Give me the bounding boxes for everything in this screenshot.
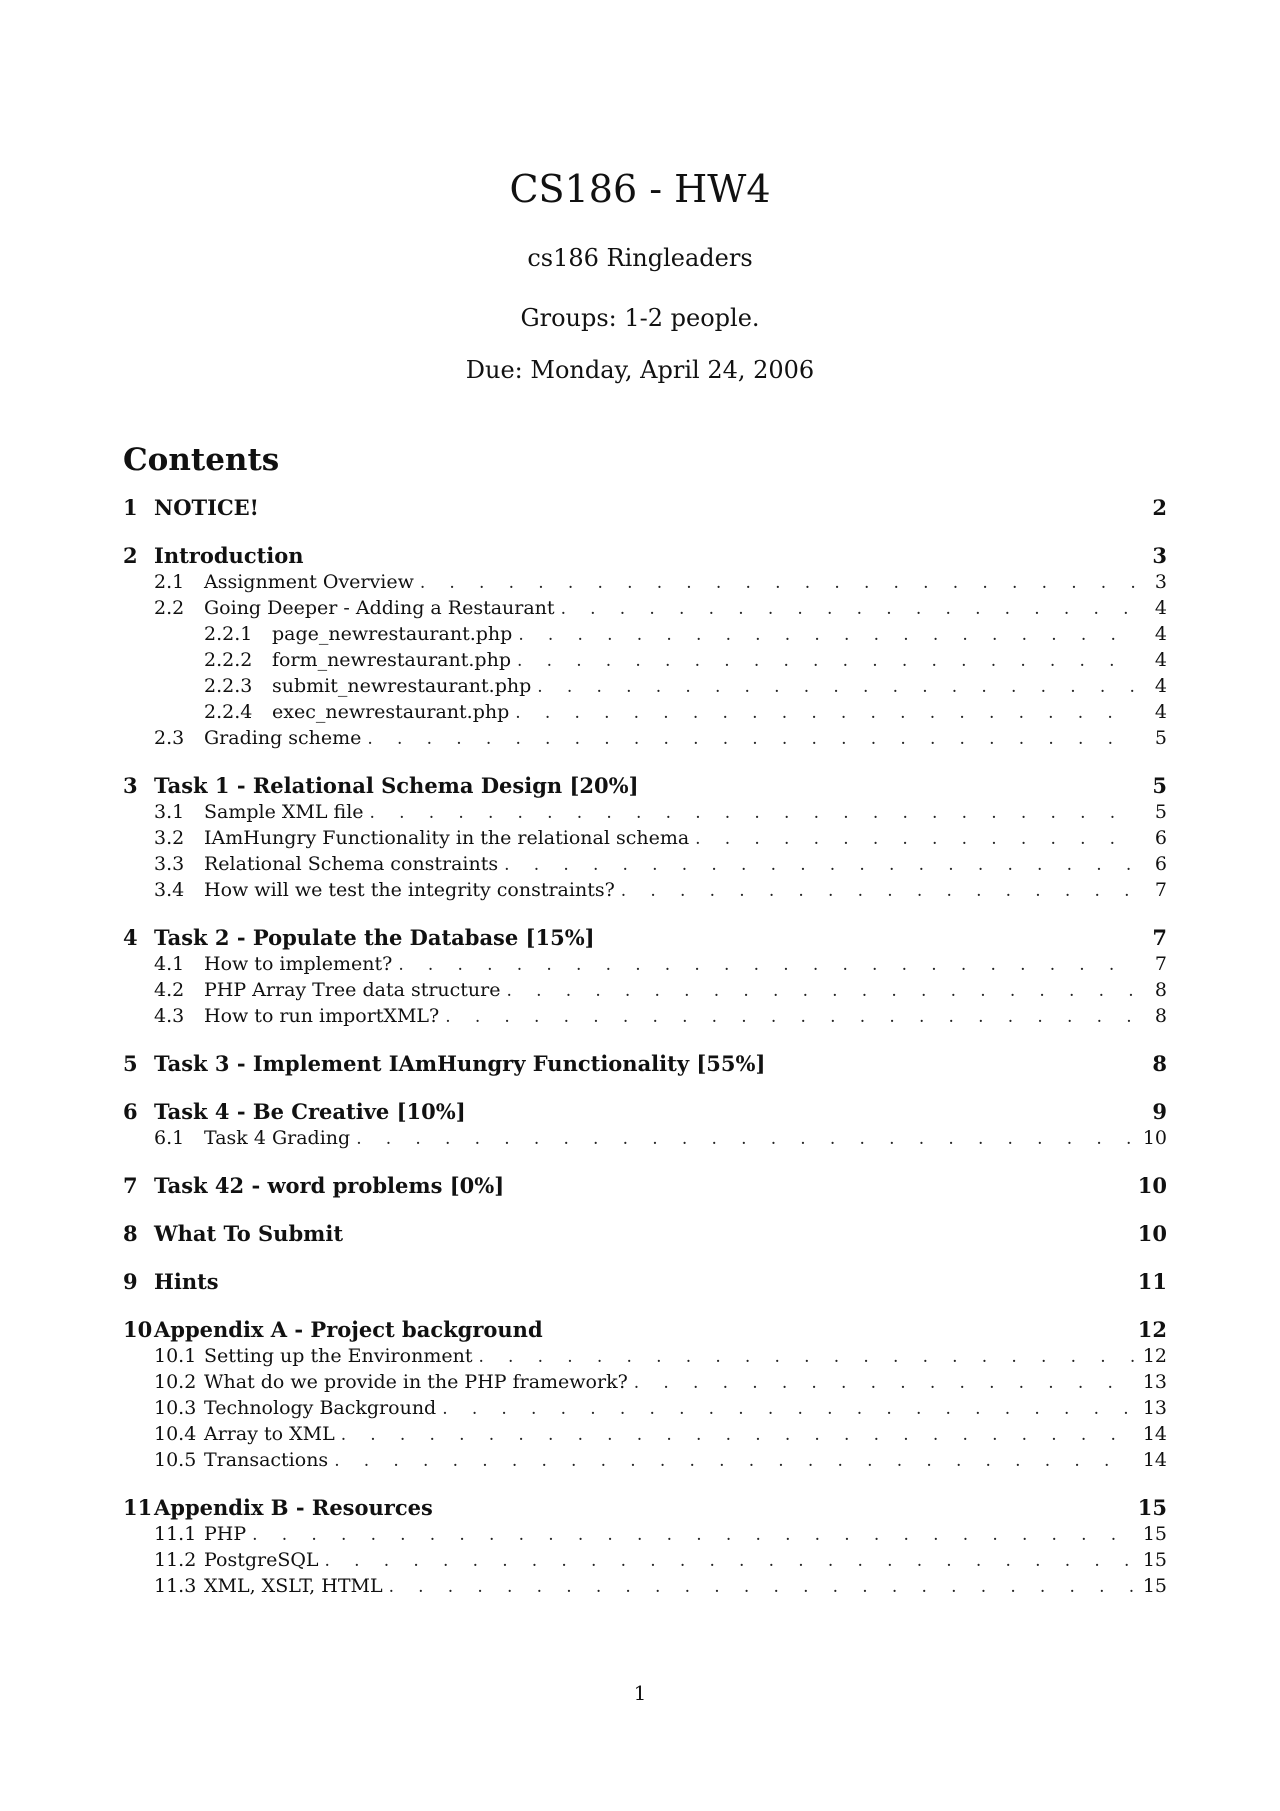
toc-entry-page: 13 xyxy=(1142,1397,1167,1419)
dot-leader xyxy=(398,952,1135,978)
dot-leader xyxy=(621,878,1135,904)
toc-entry[interactable] xyxy=(123,1098,1167,1125)
toc-entry[interactable] xyxy=(123,1268,1167,1295)
toc-subentry[interactable] xyxy=(123,595,1167,621)
toc-entry-page: 4 xyxy=(1154,649,1167,671)
toc-entry-title: What To Submit xyxy=(154,1221,344,1246)
toc-entry-title: page_newrestaurant.php xyxy=(272,623,513,645)
dot-leader xyxy=(420,570,1135,596)
toc-entry-title: Task 1 - Relational Schema Design [20%] xyxy=(154,773,639,798)
toc-subentry[interactable] xyxy=(123,699,1167,725)
toc-entry-number: 5 xyxy=(123,1051,138,1076)
dot-leader xyxy=(537,674,1135,700)
toc-section xyxy=(123,494,1167,521)
dot-leader xyxy=(634,1370,1135,1396)
toc-entry-number: 4.3 xyxy=(154,1005,185,1027)
toc-entry-title: Technology Background xyxy=(204,1397,437,1419)
toc-entry-number: 11 xyxy=(123,1495,153,1520)
toc-entry-page: 9 xyxy=(1152,1099,1167,1124)
toc-subentry[interactable] xyxy=(123,1573,1167,1599)
dot-leader xyxy=(341,1422,1135,1448)
toc-subentry[interactable] xyxy=(123,621,1167,647)
toc-entry-title: NOTICE! xyxy=(154,495,259,520)
toc-subentry[interactable] xyxy=(123,877,1167,903)
toc-section xyxy=(123,1268,1167,1295)
toc-entry-number: 6 xyxy=(123,1099,138,1124)
toc-entry-number: 10.1 xyxy=(154,1345,197,1367)
toc-entry-title: Setting up the Environment xyxy=(204,1345,473,1367)
toc-entry-title: Task 3 - Implement IAmHungry Functionality [55%] xyxy=(154,1051,766,1076)
dot-leader xyxy=(478,1344,1135,1370)
contents-heading: Contents xyxy=(123,442,280,478)
toc-entry-page: 10 xyxy=(1137,1173,1167,1198)
toc-subentry[interactable] xyxy=(123,851,1167,877)
toc-entry-number: 2.1 xyxy=(154,571,185,593)
toc-entry-page: 8 xyxy=(1152,1051,1167,1076)
toc-entry-page: 3 xyxy=(1152,543,1167,568)
toc-entry-number: 2.2.4 xyxy=(204,701,253,723)
toc-entry-number: 2.2.2 xyxy=(204,649,253,671)
toc-entry[interactable] xyxy=(123,542,1167,569)
toc-entry-page: 7 xyxy=(1154,953,1167,975)
toc-entry-page: 4 xyxy=(1154,597,1167,619)
toc-subentry[interactable] xyxy=(123,569,1167,595)
toc-entry-title: submit_newrestaurant.php xyxy=(272,675,532,697)
toc-section xyxy=(123,1050,1167,1077)
toc-section xyxy=(123,1494,1167,1599)
toc-entry-title: Task 4 Grading xyxy=(204,1127,351,1149)
toc-section xyxy=(123,1220,1167,1247)
toc-subentry[interactable] xyxy=(123,825,1167,851)
toc-entry-title: Task 4 - Be Creative [10%] xyxy=(154,1099,466,1124)
toc-entry-title: How to run importXML? xyxy=(204,1005,440,1027)
toc-entry-page: 2 xyxy=(1152,495,1167,520)
toc-entry-title: PostgreSQL xyxy=(204,1549,319,1571)
toc-entry-page: 15 xyxy=(1137,1495,1167,1520)
toc-subentry[interactable] xyxy=(123,1125,1167,1151)
dot-leader xyxy=(445,1004,1135,1030)
toc-entry-page: 6 xyxy=(1154,853,1167,875)
toc-entry[interactable] xyxy=(123,1316,1167,1343)
toc-subentry[interactable] xyxy=(123,951,1167,977)
toc-entry-page: 7 xyxy=(1152,925,1167,950)
due-date: Due: Monday, April 24, 2006 xyxy=(465,356,815,384)
toc-entry-title: Going Deeper - Adding a Restaurant xyxy=(204,597,555,619)
toc-entry-number: 3 xyxy=(123,773,138,798)
toc-entry-page: 8 xyxy=(1154,979,1167,1001)
toc-subentry[interactable] xyxy=(123,725,1167,751)
dot-leader xyxy=(334,1448,1135,1474)
toc-entry-title: Sample XML file xyxy=(204,801,364,823)
toc-entry-number: 4 xyxy=(123,925,138,950)
toc-entry[interactable] xyxy=(123,1220,1167,1247)
toc-entry-page: 10 xyxy=(1142,1127,1167,1149)
toc-entry-title: Introduction xyxy=(154,543,304,568)
toc-entry-number: 8 xyxy=(123,1221,138,1246)
table-of-contents xyxy=(123,494,1167,1599)
toc-entry-page: 14 xyxy=(1142,1449,1167,1471)
toc-entry-number: 10.2 xyxy=(154,1371,197,1393)
toc-entry[interactable] xyxy=(123,1050,1167,1077)
toc-entry-number: 11.1 xyxy=(154,1523,197,1545)
toc-entry-page: 7 xyxy=(1154,879,1167,901)
toc-entry-number: 2 xyxy=(123,543,138,568)
toc-entry-page: 5 xyxy=(1152,773,1167,798)
dot-leader xyxy=(442,1396,1135,1422)
toc-subentry[interactable] xyxy=(123,1447,1167,1473)
toc-entry-page: 3 xyxy=(1154,571,1167,593)
toc-entry-number: 6.1 xyxy=(154,1127,185,1149)
dot-leader xyxy=(367,726,1135,752)
toc-subentry[interactable] xyxy=(123,673,1167,699)
toc-entry-title: PHP xyxy=(204,1523,247,1545)
toc-entry-number: 3.2 xyxy=(154,827,185,849)
toc-entry-number: 10.3 xyxy=(154,1397,197,1419)
toc-entry-title: Appendix A - Project background xyxy=(154,1317,543,1342)
toc-entry-number: 1 xyxy=(123,495,138,520)
toc-subentry[interactable] xyxy=(123,1547,1167,1573)
toc-entry[interactable] xyxy=(123,1494,1167,1521)
dot-leader xyxy=(695,826,1135,852)
toc-entry-title: XML, XSLT, HTML xyxy=(204,1575,383,1597)
dot-leader xyxy=(517,648,1135,674)
toc-subentry[interactable] xyxy=(123,1003,1167,1029)
toc-entry-page: 15 xyxy=(1142,1575,1167,1597)
toc-subentry[interactable] xyxy=(123,1369,1167,1395)
toc-entry-number: 10 xyxy=(123,1317,153,1342)
toc-entry[interactable] xyxy=(123,772,1167,799)
toc-entry-title: Assignment Overview xyxy=(204,571,414,593)
toc-entry-number: 2.2.3 xyxy=(204,675,253,697)
dot-leader xyxy=(252,1522,1135,1548)
dot-leader xyxy=(561,596,1135,622)
document-title: CS186 - HW4 xyxy=(509,167,771,211)
dot-leader xyxy=(370,800,1135,826)
toc-entry-number: 4.2 xyxy=(154,979,185,1001)
toc-entry-page: 4 xyxy=(1154,623,1167,645)
dot-leader xyxy=(356,1126,1135,1152)
toc-entry[interactable] xyxy=(123,494,1167,521)
toc-entry-number: 3.1 xyxy=(154,801,185,823)
toc-subentry[interactable] xyxy=(123,1421,1167,1447)
toc-section xyxy=(123,542,1167,751)
toc-subentry[interactable] xyxy=(123,1521,1167,1547)
toc-subentry[interactable] xyxy=(123,977,1167,1003)
toc-entry-page: 6 xyxy=(1154,827,1167,849)
toc-entry-number: 11.2 xyxy=(154,1549,197,1571)
toc-entry-page: 15 xyxy=(1142,1549,1167,1571)
toc-entry-page: 12 xyxy=(1142,1345,1167,1367)
toc-entry-page: 14 xyxy=(1142,1423,1167,1445)
toc-entry-title: Hints xyxy=(154,1269,219,1294)
toc-entry-number: 10.5 xyxy=(154,1449,197,1471)
toc-entry[interactable] xyxy=(123,924,1167,951)
toc-entry-number: 2.2 xyxy=(154,597,185,619)
toc-entry-title: form_newrestaurant.php xyxy=(272,649,511,671)
toc-subentry[interactable] xyxy=(123,1343,1167,1369)
toc-entry-page: 4 xyxy=(1154,701,1167,723)
toc-entry-title: Task 42 - word problems [0%] xyxy=(154,1173,505,1198)
toc-entry-page: 10 xyxy=(1137,1221,1167,1246)
toc-entry-number: 3.3 xyxy=(154,853,185,875)
toc-entry-number: 10.4 xyxy=(154,1423,197,1445)
toc-section xyxy=(123,772,1167,903)
toc-entry-page: 15 xyxy=(1142,1523,1167,1545)
toc-entry-number: 2.2.1 xyxy=(204,623,253,645)
dot-leader xyxy=(507,978,1136,1004)
dot-leader xyxy=(518,622,1135,648)
toc-entry-page: 8 xyxy=(1154,1005,1167,1027)
toc-subentry[interactable] xyxy=(123,1395,1167,1421)
toc-entry-title: Task 2 - Populate the Database [15%] xyxy=(154,925,595,950)
toc-section xyxy=(123,1098,1167,1151)
page-number: 1 xyxy=(633,1681,647,1705)
toc-entry-page: 12 xyxy=(1137,1317,1167,1342)
toc-section xyxy=(123,924,1167,1029)
toc-entry-title: What do we provide in the PHP framework? xyxy=(204,1371,628,1393)
toc-entry-number: 2.3 xyxy=(154,727,185,749)
toc-entry-title: How will we test the integrity constraints? xyxy=(204,879,615,901)
toc-entry-title: Relational Schema constraints xyxy=(204,853,499,875)
groups-note: Groups: 1-2 people. xyxy=(520,304,760,332)
dot-leader xyxy=(515,700,1135,726)
toc-entry-number: 9 xyxy=(123,1269,138,1294)
dot-leader xyxy=(504,852,1135,878)
toc-entry-title: How to implement? xyxy=(204,953,393,975)
toc-entry-title: Array to XML xyxy=(204,1423,335,1445)
toc-entry-number: 11.3 xyxy=(154,1575,197,1597)
toc-entry-page: 4 xyxy=(1154,675,1167,697)
toc-entry[interactable] xyxy=(123,1172,1167,1199)
toc-entry-page: 13 xyxy=(1142,1371,1167,1393)
toc-entry-number: 3.4 xyxy=(154,879,185,901)
toc-entry-page: 5 xyxy=(1154,727,1167,749)
toc-entry-title: Transactions xyxy=(204,1449,329,1471)
document-author: cs186 Ringleaders xyxy=(527,244,753,272)
toc-entry-title: PHP Array Tree data structure xyxy=(204,979,501,1001)
toc-entry-title: Grading scheme xyxy=(204,727,362,749)
toc-section xyxy=(123,1316,1167,1473)
toc-entry-page: 5 xyxy=(1154,801,1167,823)
toc-section xyxy=(123,1172,1167,1199)
dot-leader xyxy=(389,1574,1135,1600)
toc-subentry[interactable] xyxy=(123,647,1167,673)
toc-subentry[interactable] xyxy=(123,799,1167,825)
toc-entry-title: exec_newrestaurant.php xyxy=(272,701,510,723)
toc-entry-number: 7 xyxy=(123,1173,138,1198)
toc-entry-title: IAmHungry Functionality in the relational schema xyxy=(204,827,690,849)
toc-entry-title: Appendix B - Resources xyxy=(154,1495,433,1520)
toc-entry-page: 11 xyxy=(1137,1269,1167,1294)
toc-entry-number: 4.1 xyxy=(154,953,185,975)
dot-leader xyxy=(325,1548,1135,1574)
